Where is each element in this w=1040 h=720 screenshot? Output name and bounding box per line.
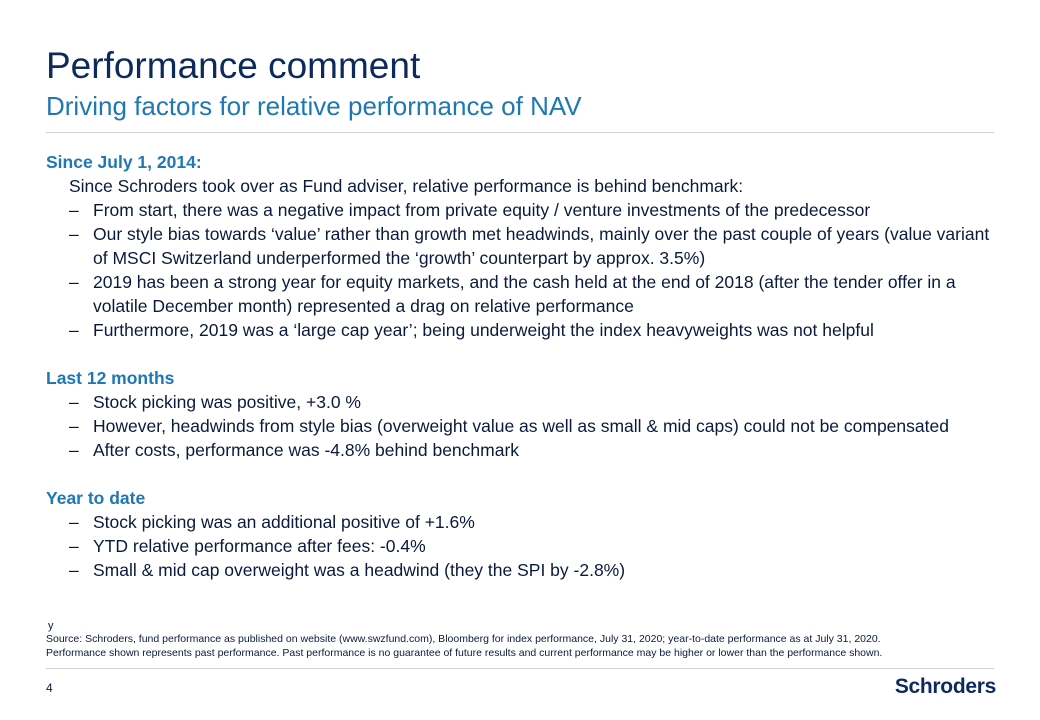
bullet-list [46,510,996,582]
dash-bullet: – [69,392,79,412]
list-item-text: Stock picking was an additional positive of +1.6% [93,512,475,532]
list-item-text: Stock picking was positive, +3.0 % [93,392,361,412]
list-item [46,558,996,582]
list-item-text: YTD relative performance after fees: -0.4% [93,536,426,556]
dash-bullet: – [69,416,79,436]
dash-bullet: – [69,512,79,532]
list-item [46,534,996,558]
list-item-text: After costs, performance was -4.8% behind benchmark [93,440,520,460]
list-item [46,318,996,342]
page-subtitle: Driving factors for relative performance of NAV [46,91,582,121]
section-heading: Since July 1, 2014: [46,152,202,172]
footer-divider [46,668,994,669]
list-item-text: However, headwinds from style bias (overweight value as well as small & mid caps) could not be compensated [93,416,949,436]
dash-bullet: – [69,200,79,220]
dash-bullet: – [69,272,79,292]
page-number: 4 [46,681,53,695]
bullet-list [46,390,996,462]
header-divider [46,132,994,133]
dash-bullet: – [69,536,79,556]
list-item [46,414,996,438]
content-body [46,150,996,582]
section-since-2014 [46,150,996,342]
dash-bullet: – [69,560,79,580]
list-item [46,390,996,414]
schroders-logo: Schroders [894,675,996,698]
section-intro: Since Schroders took over as Fund adviser, relative performance is behind benchmark: [69,176,744,196]
page-title: Performance comment [46,45,421,86]
section-year-to-date [46,486,996,582]
dash-bullet: – [69,320,79,340]
source-note [46,632,1006,660]
list-item-text: Furthermore, 2019 was a ‘large cap year’; being underweight the index heavyweights was not helpful [93,320,874,340]
list-item [46,510,996,534]
list-item [46,198,996,222]
list-item-text: 2019 has been a strong year for equity markets, and the cash held at the end of 2018 (after the tender offer in a volatile December month) represented a drag on relative performance [93,272,956,316]
dash-bullet: – [69,224,79,244]
section-last-12-months [46,366,996,462]
list-item-text: Small & mid cap overweight was a headwind (they the SPI by -2.8%) [93,560,626,580]
disclaimer-line: Performance shown represents past performance. Past performance is no guarantee of future results and current performance may be higher or lower than the performance shown. [46,647,883,659]
bullet-list [46,198,996,342]
section-heading: Last 12 months [46,368,175,388]
dash-bullet: – [69,440,79,460]
list-item-text: Our style bias towards ‘value’ rather than growth met headwinds, mainly over the past couple of years (value variant of MSCI Switzerland underperformed the ‘growth’ counterpart by approx. 3.5%) [93,224,990,268]
list-item [46,222,996,270]
list-item-text: From start, there was a negative impact from private equity / venture investments of the predecessor [93,200,871,220]
list-item [46,270,996,318]
stray-mark: y [48,620,54,632]
source-line: Source: Schroders, fund performance as published on website (www.swzfund.com), Bloomberg for index performance, July 31, 2020; year-to-date performance as at July 31, 2020. [46,633,881,645]
section-heading: Year to date [46,488,146,508]
list-item [46,438,996,462]
